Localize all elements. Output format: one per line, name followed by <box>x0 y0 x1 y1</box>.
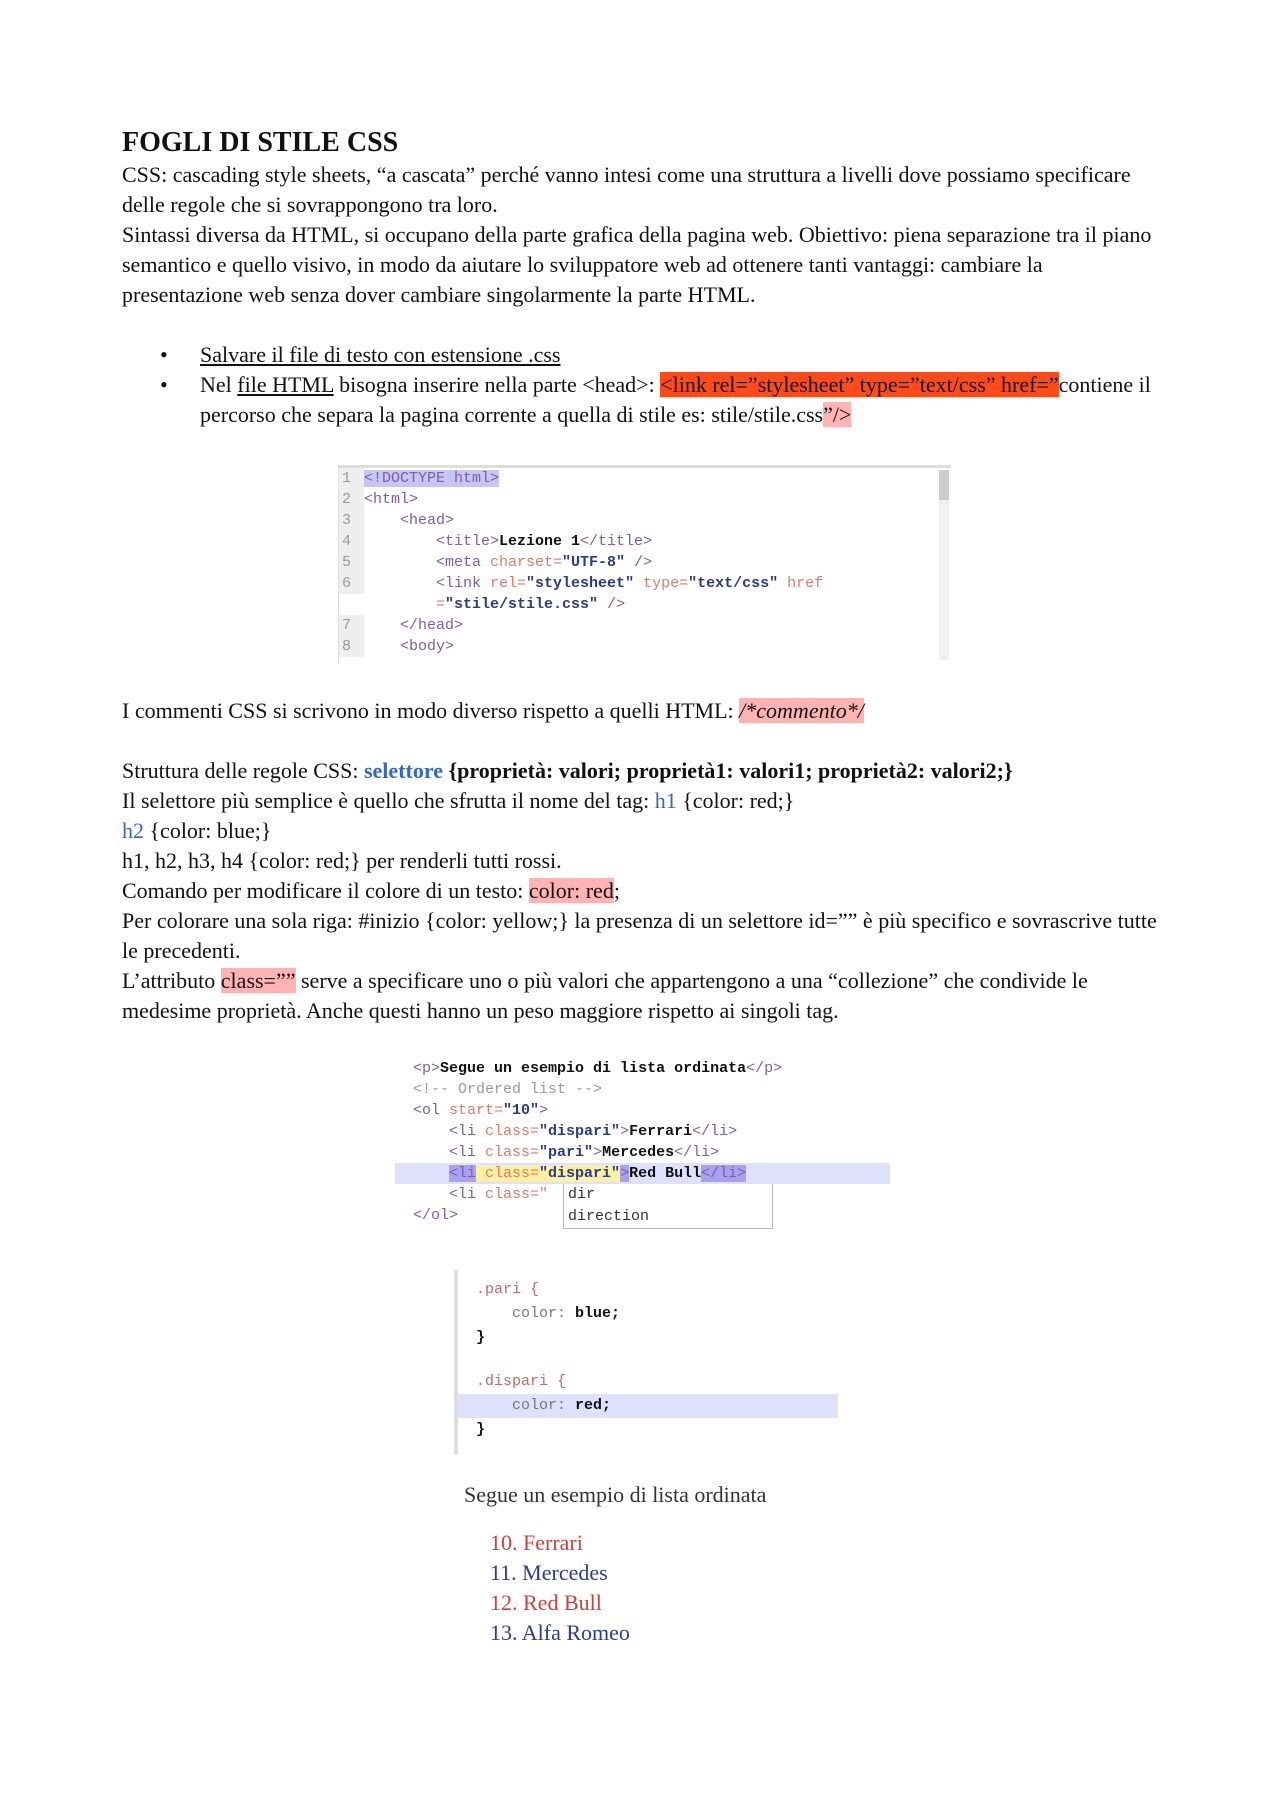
rendered-list-demo <box>464 1480 766 1648</box>
document-body-2 <box>122 696 1162 1026</box>
h2-line: h2 {color: blue;} <box>122 818 272 843</box>
autocomplete-option-dir[interactable]: dir <box>568 1186 596 1203</box>
class-attribute-line: L’attributo class=”” serve a specificare uno o più valori che appartengono a una “collezione” che condivide le medesime proprietà. Anche questi hanno un peso maggiore rispetto ai singoli tag. <box>122 968 1088 1023</box>
selector-text: selettore <box>363 758 443 783</box>
intro-paragraph-2: Sintassi diversa da HTML, si occupano della parte grafica della pagina web. Obiettivo: piena separazione tra il piano semantico e quello visivo, in modo da aiutare lo sviluppatore web ad ottenere tanti vantaggi: cambiare la presentazione web senza dover cambiare singolarmente la parte HTML. <box>122 222 1152 307</box>
id-selector-line: Per colorare una sola riga: #inizio {color: yellow;} la presenza di un selettore id=”” è più specifico e sovrascrive tutte le precedenti. <box>122 908 1157 963</box>
code-screenshot-html-head: 1 <!DOCTYPE html> 2 <html> 3 <head> 4 <title>Lezione 1</title> 5 <meta charset="UTF-8" /> 6 <link rel="stylesheet" type="text/css" href ="stile/stile.css" /> 7 </head> 8 <body> <box>338 465 951 664</box>
demo-item-alfaromeo: 13. Alfa Romeo <box>490 1620 630 1645</box>
highlighted-code-line: <li class="dispari">Red Bull</li> <box>395 1163 890 1184</box>
color-command-line: Comando per modificare il colore di un testo: color: red; <box>122 878 620 903</box>
code-screenshot-css-classes: .pari { color: blue; } .dispari { color: red; } <box>454 1270 838 1454</box>
demo-item-mercedes: 11. Mercedes <box>490 1560 608 1585</box>
bullet-item-link: • Nel file HTML bisogna inserire nella parte <head>: <link rel=”stylesheet” type=”text/css” href=”contiene il percorso che separa la pagina corrente a quella di stile es: stile/stile.css”/> <box>160 372 1151 427</box>
group-selector-line: h1, h2, h3, h4 {color: red;} per renderli tutti rossi. <box>122 848 562 873</box>
autocomplete-popup[interactable] <box>563 1184 773 1229</box>
highlighted-code-line: color: red; <box>458 1394 838 1418</box>
code-screenshot-ordered-list: <p>Segue un esempio di lista ordinata</p> <!-- Ordered list --> <ol start="10"> <li class="dispari">Ferrari</li> <li class="pari">Mercedes</li> <li class="dispari">Red Bull</li> <li class=" </ol> dir direction <box>395 1058 890 1230</box>
comments-line: I commenti CSS si scrivono in modo diverso rispetto a quelli HTML: /*commento*/ <box>122 698 864 723</box>
link-tag-highlight: <link rel=”stylesheet” type=”text/css” href=” <box>660 372 1059 397</box>
document-body <box>122 126 1162 430</box>
comment-syntax-highlight: /*commento*/ <box>739 698 864 723</box>
link-close-highlight: ”/> <box>823 402 852 427</box>
page-title: FOGLI DI STILE CSS <box>122 127 399 158</box>
bullet-icon: • <box>160 342 168 367</box>
intro-paragraph-1: CSS: cascading style sheets, “a cascata” perché vanno intesi come una struttura a livelli dove possiamo specificare delle regole che si sovrappongono tra loro. <box>122 162 1131 217</box>
bullet-item-save: • Salvare il file di testo con estensione .css <box>200 340 1162 370</box>
autocomplete-option-direction[interactable]: direction <box>568 1208 650 1225</box>
demo-item-redbull: 12. Red Bull <box>490 1590 602 1615</box>
bullet-icon: • <box>160 372 168 397</box>
simple-selector-line: Il selettore più semplice è quello che sfrutta il nome del tag: h1 {color: red;} <box>122 788 795 813</box>
demo-item-ferrari: 10. Ferrari <box>490 1530 583 1555</box>
rules-structure-line: Struttura delle regole CSS: selettore {proprietà: valori; proprietà1: valori1; proprietà2: valori2;} <box>122 758 1013 783</box>
file-html-text: file HTML <box>237 372 334 397</box>
bullet-list <box>122 340 1162 430</box>
demo-heading: Segue un esempio di lista ordinata <box>464 1482 767 1507</box>
